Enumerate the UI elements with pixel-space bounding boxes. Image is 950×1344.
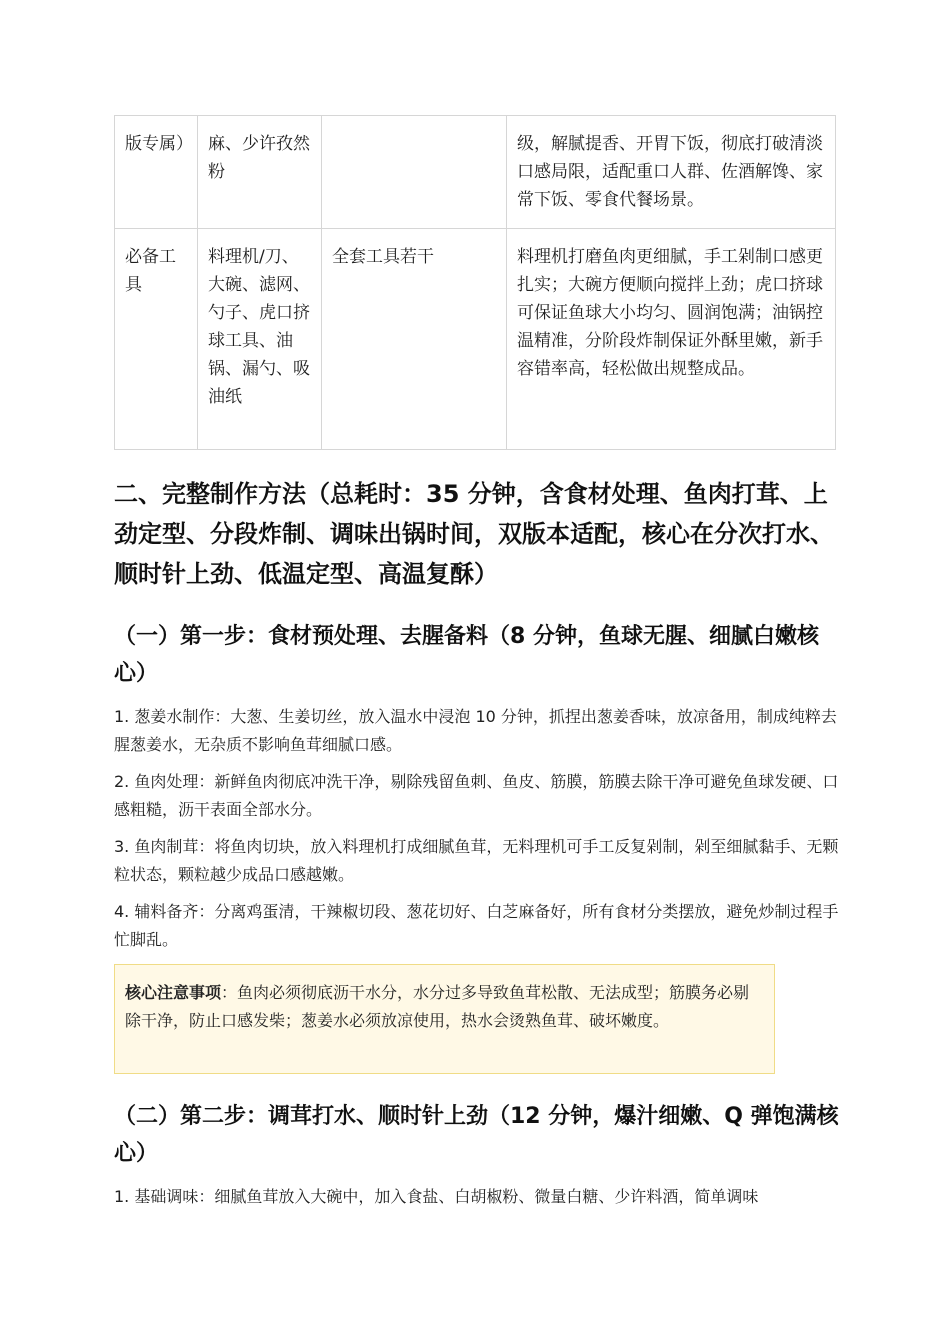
table-row bbox=[115, 229, 836, 450]
list-item: 2. 鱼肉处理：新鲜鱼肉彻底冲洗干净，剔除残留鱼刺、鱼皮、筋膜，筋膜去除干净可避免鱼球发硬、口感粗糙，沥干表面全部水分。 bbox=[114, 772, 839, 819]
table-cell: 必备工具 bbox=[115, 229, 198, 450]
note-text: ：鱼肉必须彻底沥干水分，水分过多导致鱼茸松散、无法成型；筋膜务必剔除干净，防止口感发柴；葱姜水必须放凉使用，热水会烫熟鱼茸、破坏嫩度。 bbox=[125, 983, 750, 1030]
table-cell: 麻、少许孜然粉 bbox=[198, 116, 322, 229]
list-item: 3. 鱼肉制茸：将鱼肉切块，放入料理机打成细腻鱼茸，无料理机可手工反复剁制，剁至细腻黏手、无颗粒状态，颗粒越少成品口感越嫩。 bbox=[114, 837, 839, 884]
note-label: 核心注意事项 bbox=[125, 983, 222, 1002]
table-cell: 全套工具若干 bbox=[322, 229, 507, 450]
list-item: 4. 辅料备齐：分离鸡蛋清，干辣椒切段、葱花切好、白芝麻备好，所有食材分类摆放，避免炒制过程手忙脚乱。 bbox=[114, 902, 839, 949]
step2-heading: （二）第二步：调茸打水、顺时针上劲（12 分钟，爆汁细嫩、Q 弹饱满核心） bbox=[114, 1104, 839, 1166]
table-cell: 料理机打磨鱼肉更细腻，手工剁制口感更扎实；大碗方便顺向搅拌上劲；虎口挤球可保证鱼球大小均匀、圆润饱满；油锅控温精准，分阶段炸制保证外酥里嫩，新手容错率高，轻松做出规整成品。 bbox=[507, 229, 836, 450]
step1-heading: （一）第一步：食材预处理、去腥备料（8 分钟，鱼球无腥、细腻白嫩核心） bbox=[114, 624, 819, 686]
list-item: 1. 基础调味：细腻鱼茸放入大碗中，加入食盐、白胡椒粉、微量白糖、少许料酒，简单调味 bbox=[114, 1187, 759, 1206]
table-cell: 版专属） bbox=[115, 116, 198, 229]
table-cell: 级，解腻提香、开胃下饭，彻底打破清淡口感局限，适配重口人群、佐酒解馋、家常下饭、零食代餐场景。 bbox=[507, 116, 836, 229]
callout-note bbox=[114, 964, 775, 1074]
table-row bbox=[115, 116, 836, 229]
list-item: 1. 葱姜水制作：大葱、生姜切丝，放入温水中浸泡 10 分钟，抓捏出葱姜香味，放凉备用，制成纯粹去腥葱姜水，无杂质不影响鱼茸细腻口感。 bbox=[114, 707, 837, 754]
table-cell: 料理机/刀、大碗、滤网、勺子、虎口挤球工具、油锅、漏勺、吸油纸 bbox=[198, 229, 322, 450]
section-heading: 二、完整制作方法（总耗时：35 分钟，含食材处理、鱼肉打茸、上劲定型、分段炸制、调味出锅时间，双版本适配，核心在分次打水、顺时针上劲、低温定型、高温复酥） bbox=[114, 480, 834, 588]
ingredients-tools-table bbox=[114, 115, 836, 450]
table-cell bbox=[322, 116, 507, 229]
